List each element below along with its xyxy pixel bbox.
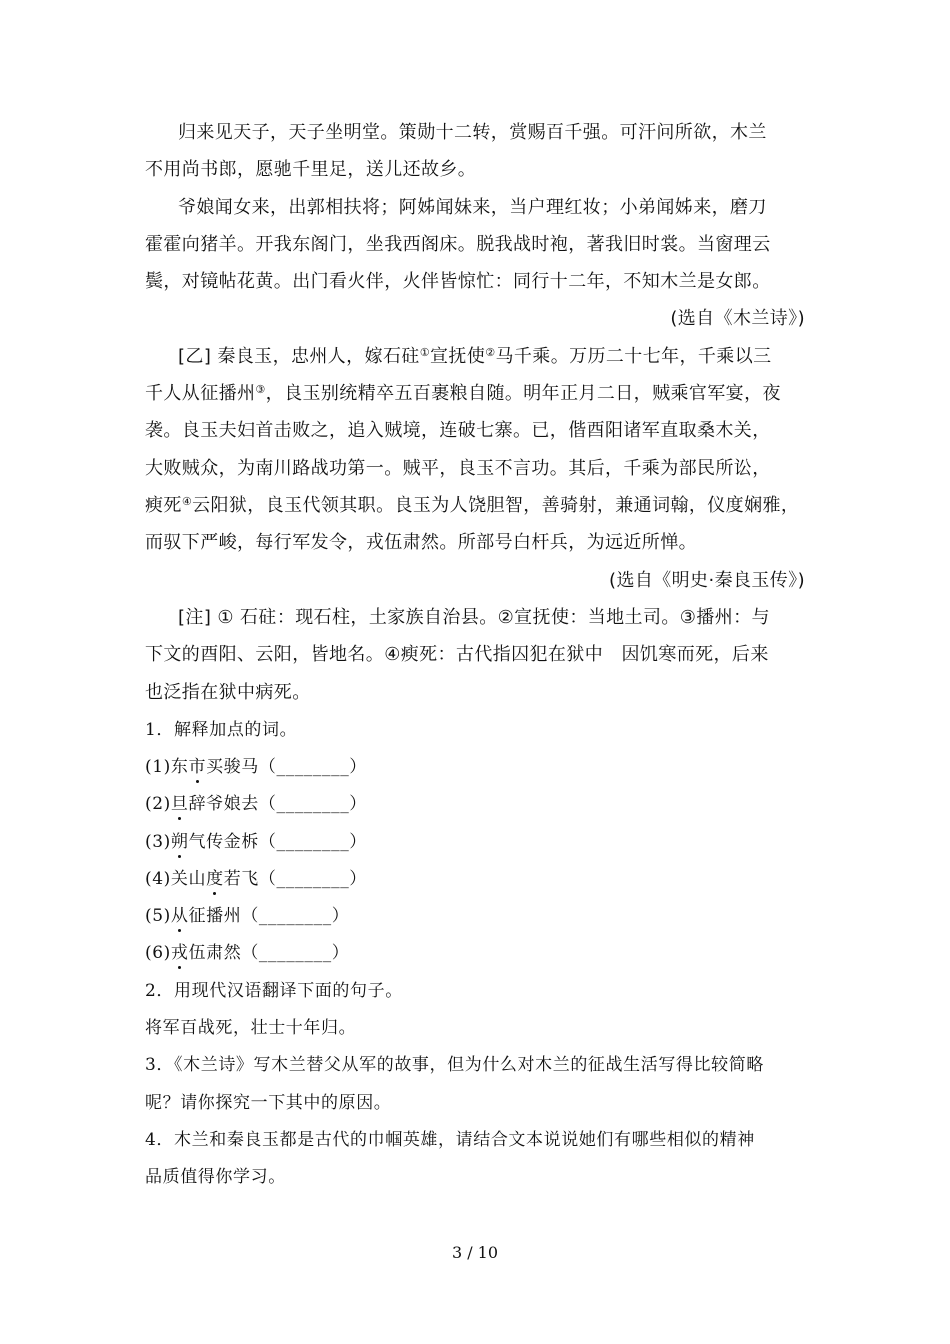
- question-1-item-1: (1)东市买骏马（________）: [145, 757, 367, 777]
- question-4-line-2: 品质值得你学习。: [145, 1167, 286, 1187]
- answer-blank: （________）: [258, 869, 367, 889]
- passage-yi-source: (选自《明史·秦良玉传》): [609, 570, 805, 591]
- emphasis-dot-word: 市: [188, 757, 207, 777]
- question-1-item-3: (3)朔气传金柝（________）: [145, 832, 367, 852]
- question-3-line-1: 3．《木兰诗》写木兰替父从军的故事，但为什么对木兰的征战生活写得比较简略: [145, 1055, 764, 1075]
- passage-jia-line-1: 归来见天子，天子坐明堂。策勋十二转，赏赐百千强。可汗问所欲，木兰: [178, 122, 767, 143]
- answer-blank: （________）: [258, 794, 367, 814]
- passage-yi-line-1: [乙] 秦良玉，忠州人，嫁石砫①宣抚使②马千乘。万历二十七年，千乘以三: [178, 346, 772, 367]
- emphasis-dot-word: 朔: [170, 832, 189, 852]
- answer-blank: （________）: [241, 906, 350, 926]
- question-1-item-5: (5)从征播州（________）: [145, 906, 350, 926]
- question-2-title: 2．用现代汉语翻译下面的句子。: [145, 981, 403, 1001]
- emphasis-dot-word: 度: [206, 869, 224, 889]
- question-1-title: 1．解释加点的词。: [145, 720, 298, 740]
- footnote-mark-3: ③: [255, 383, 266, 396]
- question-1-item-4: (4)关山度若飞（________）: [145, 869, 367, 889]
- emphasis-dot-word: 旦: [170, 794, 189, 814]
- passage-yi-line-3: 袭。良玉夫妇首击败之，追入贼境，连破七寨。已，偕酉阳诸军直取桑木关，: [145, 420, 771, 441]
- notes-line-1: [注] ① 石砫：现石柱，土家族自治县。②宣抚使：当地土司。③播州：与: [178, 607, 770, 628]
- passage-jia-line-5: 鬓，对镜帖花黄。出门看火伴，火伴皆惊忙：同行十二年，不知木兰是女郎。: [145, 271, 771, 292]
- question-1-item-6: (6)戎伍肃然（________）: [145, 943, 350, 963]
- question-4-line-1: 4．木兰和秦良玉都是古代的巾帼英雄，请结合文本说说她们有哪些相似的精神: [145, 1130, 755, 1150]
- passage-jia-line-3: 爷娘闻女来，出郭相扶将；阿姊闻妹来，当户理红妆；小弟闻姊来，磨刀: [178, 197, 767, 218]
- passage-yi-line-4: 大败贼众，为南川路战功第一。贼平，良玉不言功。其后，千乘为部民所讼，: [145, 458, 771, 479]
- passage-yi-line-5: 瘐死④云阳狱，良玉代领其职。良玉为人饶胆智，善骑射，兼通词翰，仪度娴雅，: [145, 495, 800, 516]
- passage-yi-line-6: 而驭下严峻，每行军发令，戎伍肃然。所部号白杆兵，为远近所惮。: [145, 532, 697, 553]
- notes-line-2: 下文的酉阳、云阳，皆地名。④瘐死：古代指囚犯在狱中 因饥寒而死，后来: [145, 644, 769, 665]
- passage-jia-line-4: 霍霍向猪羊。开我东阁门，坐我西阁床。脱我战时袍，著我旧时裳。当窗理云: [145, 234, 771, 255]
- emphasis-dot-word: 从: [170, 906, 189, 926]
- notes-line-3: 也泛指在狱中病死。: [145, 682, 311, 703]
- passage-jia-line-2: 不用尚书郎，愿驰千里足，送儿还故乡。: [145, 159, 477, 180]
- question-3-line-2: 呢？请你探究一下其中的原因。: [145, 1093, 392, 1113]
- footnote-mark-1: ①: [419, 346, 431, 359]
- page-number: 3 / 10: [451, 1243, 499, 1262]
- emphasis-dot-word: 戎: [170, 943, 189, 963]
- answer-blank: （________）: [258, 832, 367, 852]
- footnote-mark-4: ④: [181, 495, 193, 508]
- answer-blank: （________）: [258, 757, 367, 777]
- answer-blank: （________）: [241, 943, 350, 963]
- question-2-sentence: 将军百战死，壮士十年归。: [145, 1018, 357, 1038]
- passage-yi-line-2: 千人从征播州③，良玉别统精卒五百裹粮自随。明年正月二日，贼乘官军宴，夜: [145, 383, 781, 404]
- footnote-mark-2: ②: [485, 346, 496, 359]
- passage-jia-source: (选自《木兰诗》): [670, 308, 805, 329]
- question-1-item-2: (2)旦辞爷娘去（________）: [145, 794, 367, 814]
